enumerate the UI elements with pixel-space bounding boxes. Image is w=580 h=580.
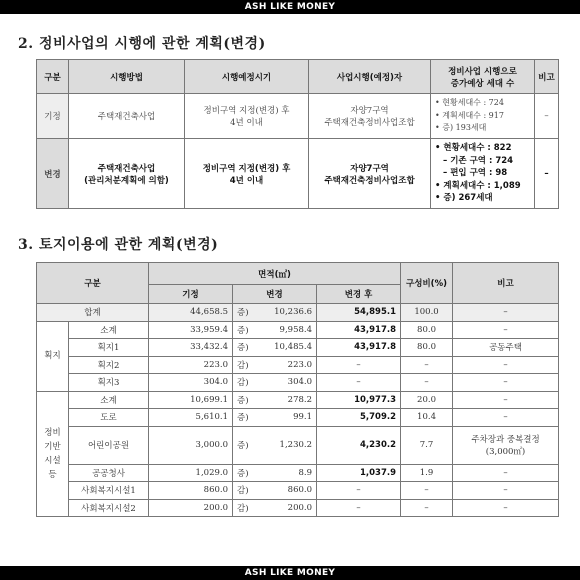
ratio-cell: 1.9 <box>401 464 453 482</box>
change-cell: 9,958.4 <box>253 321 317 339</box>
ratio-cell: 80.0 <box>401 321 453 339</box>
change-cell: 10,485.4 <box>253 339 317 357</box>
change-cell: 860.0 <box>253 482 317 500</box>
note-cell: – <box>453 356 559 374</box>
group-label-lots: 획지 <box>37 321 69 391</box>
existing-cell: 200.0 <box>149 499 233 517</box>
note-cell: – <box>453 409 559 427</box>
ratio-cell: 10.4 <box>401 409 453 427</box>
change-tag: 감) <box>233 482 253 500</box>
existing-cell: 33,959.4 <box>149 321 233 339</box>
change-tag: 증) <box>233 426 253 464</box>
after-cell: 43,917.8 <box>317 339 401 357</box>
after-cell: – <box>317 356 401 374</box>
row-label: 기정 <box>37 94 69 139</box>
change-tag: 증) <box>233 304 253 322</box>
note-cell: – <box>453 499 559 517</box>
after-cell: – <box>317 499 401 517</box>
note-cell: – <box>453 374 559 392</box>
existing-cell: 33,432.4 <box>149 339 233 357</box>
note-cell: – <box>535 94 559 139</box>
operator-cell: 자양7구역 주택재건축정비사업조합 <box>309 94 431 139</box>
row-label: 어린이공원 <box>69 426 149 464</box>
note-cell: – <box>535 139 559 209</box>
after-cell: – <box>317 482 401 500</box>
change-cell: 223.0 <box>253 356 317 374</box>
row-label: 사회복지시설1 <box>69 482 149 500</box>
header-note: 비고 <box>453 263 559 304</box>
table-header-row <box>37 263 559 285</box>
change-tag: 감) <box>233 356 253 374</box>
header-households: 정비사업 시행으로 증가예상 세대 수 <box>431 60 535 94</box>
table-row <box>37 356 559 374</box>
header-existing: 기정 <box>149 285 233 304</box>
table-row <box>37 426 559 464</box>
note-cell: – <box>453 304 559 322</box>
change-tag: 증) <box>233 321 253 339</box>
change-tag: 증) <box>233 464 253 482</box>
timing-cell: 정비구역 지정(변경) 후 4년 이내 <box>185 139 309 209</box>
table-row <box>37 409 559 427</box>
table-row <box>37 482 559 500</box>
note-cell: – <box>453 321 559 339</box>
change-cell: 99.1 <box>253 409 317 427</box>
header-method: 시행방법 <box>69 60 185 94</box>
table-row-existing <box>37 94 559 139</box>
change-cell: 10,236.6 <box>253 304 317 322</box>
row-label: 획지2 <box>69 356 149 374</box>
change-cell: 1,230.2 <box>253 426 317 464</box>
row-label: 사회복지시설2 <box>69 499 149 517</box>
operator-cell: 자양7구역 주택재건축정비사업조합 <box>309 139 431 209</box>
change-cell: 304.0 <box>253 374 317 392</box>
ratio-cell: – <box>401 499 453 517</box>
ratio-cell: 7.7 <box>401 426 453 464</box>
change-tag: 증) <box>233 409 253 427</box>
table-row-total <box>37 304 559 322</box>
after-cell: 54,895.1 <box>317 304 401 322</box>
header-area: 면적(㎡) <box>149 263 401 285</box>
existing-cell: 860.0 <box>149 482 233 500</box>
row-label: 공공청사 <box>69 464 149 482</box>
ratio-cell: 80.0 <box>401 339 453 357</box>
row-label: 변경 <box>37 139 69 209</box>
row-label: 획지3 <box>69 374 149 392</box>
ratio-cell: – <box>401 482 453 500</box>
table-row <box>37 391 559 409</box>
table-row <box>37 339 559 357</box>
change-tag: 증) <box>233 339 253 357</box>
land-use-table <box>36 262 559 517</box>
existing-cell: 10,699.1 <box>149 391 233 409</box>
header-category: 구분 <box>37 263 149 304</box>
header-timing: 시행예정시기 <box>185 60 309 94</box>
note-cell: – <box>453 482 559 500</box>
existing-cell: 304.0 <box>149 374 233 392</box>
row-label: 합계 <box>37 304 149 322</box>
implementation-plan-table <box>36 59 559 209</box>
method-cell: 주택재건축사업 <box>69 94 185 139</box>
ratio-cell: 20.0 <box>401 391 453 409</box>
change-tag: 증) <box>233 391 253 409</box>
existing-cell: 1,029.0 <box>149 464 233 482</box>
ratio-cell: – <box>401 374 453 392</box>
after-cell: 5,709.2 <box>317 409 401 427</box>
table-header-row <box>37 60 559 94</box>
header-note: 비고 <box>535 60 559 94</box>
row-label: 도로 <box>69 409 149 427</box>
change-cell: 278.2 <box>253 391 317 409</box>
row-label: 획지1 <box>69 339 149 357</box>
existing-cell: 5,610.1 <box>149 409 233 427</box>
note-cell: 공동주택 <box>453 339 559 357</box>
change-tag: 감) <box>233 374 253 392</box>
existing-cell: 3,000.0 <box>149 426 233 464</box>
note-cell: – <box>453 391 559 409</box>
existing-cell: 44,658.5 <box>149 304 233 322</box>
header-after: 변경 후 <box>317 285 401 304</box>
note-cell: 주차장과 중복결정 (3,000㎡) <box>453 426 559 464</box>
header-ratio: 구성비(%) <box>401 263 453 304</box>
group-label-infrastructure: 정비 기반 시설 등 <box>37 391 69 517</box>
section-3-heading: 3. 토지이용에 관한 계획(변경) <box>18 237 219 253</box>
after-cell: 43,917.8 <box>317 321 401 339</box>
header-change: 변경 <box>233 285 317 304</box>
table-row <box>37 464 559 482</box>
row-label: 소계 <box>69 321 149 339</box>
header-operator: 사업시행(예정)자 <box>309 60 431 94</box>
table-row <box>37 374 559 392</box>
timing-cell: 정비구역 지정(변경) 후 4년 이내 <box>185 94 309 139</box>
row-label: 소계 <box>69 391 149 409</box>
change-tag: 감) <box>233 499 253 517</box>
bottom-banner: ASH LIKE MONEY <box>0 566 580 580</box>
existing-cell: 223.0 <box>149 356 233 374</box>
top-banner: ASH LIKE MONEY <box>0 0 580 14</box>
after-cell: 4,230.2 <box>317 426 401 464</box>
after-cell: 10,977.3 <box>317 391 401 409</box>
ratio-cell: – <box>401 356 453 374</box>
note-cell: – <box>453 464 559 482</box>
households-cell: • 현황세대수 : 822 – 기존 구역 : 724 – 편입 구역 : 98 • 계획세대수 : 1,089 • 증) 267세대 <box>431 139 535 209</box>
ratio-cell: 100.0 <box>401 304 453 322</box>
table-row <box>37 321 559 339</box>
change-cell: 8.9 <box>253 464 317 482</box>
households-cell: • 현황세대수 : 724 • 계획세대수 : 917 • 증) 193세대 <box>431 94 535 139</box>
change-cell: 200.0 <box>253 499 317 517</box>
table-row <box>37 499 559 517</box>
after-cell: – <box>317 374 401 392</box>
after-cell: 1,037.9 <box>317 464 401 482</box>
section-2-heading: 2. 정비사업의 시행에 관한 계획(변경) <box>18 36 266 52</box>
header-category: 구분 <box>37 60 69 94</box>
method-cell: 주택재건축사업 (관리처분계획에 의함) <box>69 139 185 209</box>
table-row-change <box>37 139 559 209</box>
